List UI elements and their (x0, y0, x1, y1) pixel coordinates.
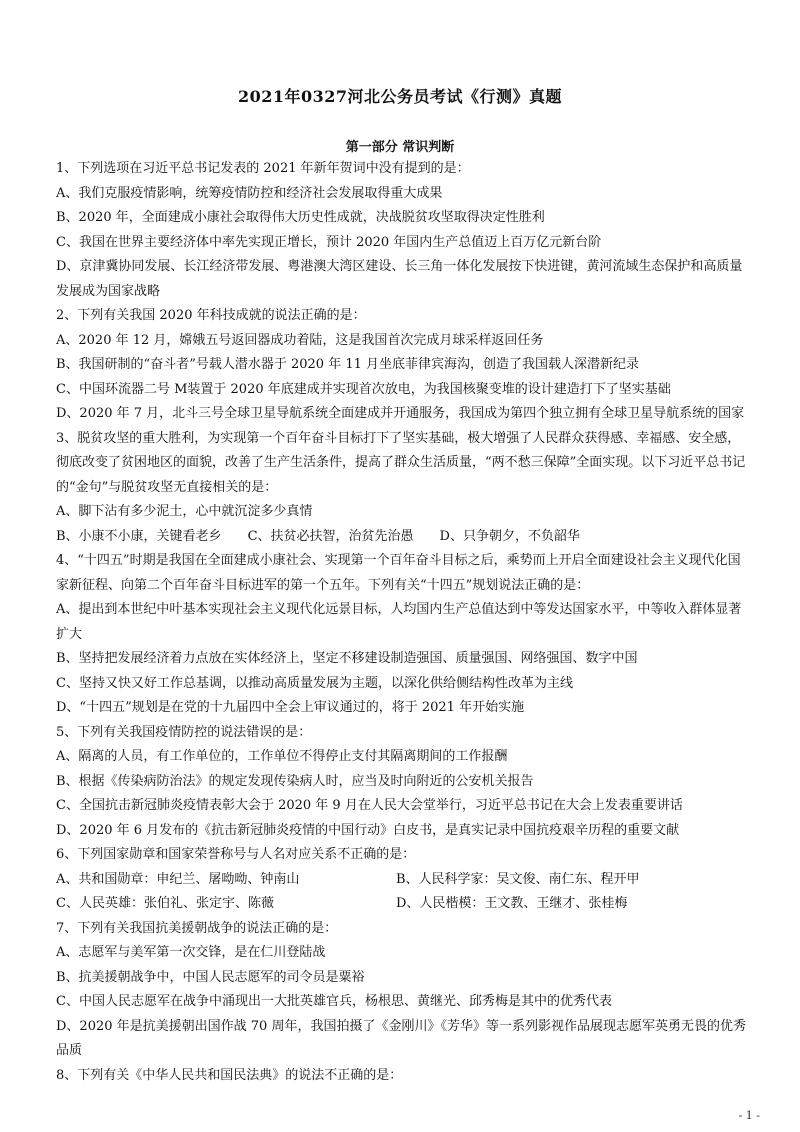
section-heading: 第一部分 常识判断 (345, 140, 455, 155)
option-7a: A、志愿军与美军第一次交锋，是在仁川登陆战 (56, 945, 326, 960)
option-1b: B、2020 年，全面建成小康社会取得伟大历史性成就，决战脱贫攻坚取得决定性胜利 (56, 210, 545, 225)
question-stem-1: 1、下列选项在习近平总书记发表的 2021 年新年贺词中没有提到的是： (56, 161, 470, 176)
option-7d: D、2020 年是抗美援朝出国作战 70 周年，我国拍摄了《金刚川》《芳华》等一系列影视作品展现志愿军英勇无畏的优秀品质 (56, 1018, 746, 1058)
option-3a: A、脚下沾有多少泥土，心中就沉淀多少真情 (56, 504, 313, 519)
option-row-6ab (56, 868, 752, 893)
option-row-3bcd (56, 525, 752, 550)
option-5c: C、全国抗击新冠肺炎疫情表彰大会于 2020 年 9 月在人民大会堂举行，习近平总书记在大会上发表重要讲话 (56, 798, 683, 813)
option-1c: C、我国在世界主要经济体中率先实现正增长，预计 2020 年国内生产总值迈上百万亿元新台阶 (56, 234, 602, 250)
option-7c: C、中国人民志愿军在战争中涌现出一大批英雄官兵，杨根思、黄继光、邱秀梅是其中的优秀代表 (56, 994, 612, 1009)
option-4b: B、坚持把发展经济着力点放在实体经济上，坚定不移建设制造强国、质量强国、网络强国、数字中国 (56, 651, 638, 666)
option-5b: B、根据《传染病防治法》的规定发现传染病人时，应当及时向附近的公安机关报告 (56, 773, 534, 789)
question-stem-4: 4、“十四五”时期是我国在全面建成小康社会、实现第一个百年奋斗目标之后，乘势而上开启全面建设社会主义现代化国家新征程、向第二个百年奋斗目标进军的第一个五年。下列有关“十四五”规划说法正确的是： (56, 553, 741, 593)
question-stem-8: 8、下列有关《中华人民共和国民法典》的说法不正确的是： (56, 1067, 403, 1083)
option-3c: C、扶贫必扶智，治贫先治愚 (247, 528, 414, 544)
option-2c: C、中国环流器二号 M装置于 2020 年底建成并实现首次放电，为我国核聚变堆的设计建造打下了坚实基础 (56, 381, 671, 397)
option-row-6cd (56, 892, 752, 917)
option-1a: A、我们克服疫情影响，统筹疫情防控和经济社会发展取得重大成果 (56, 185, 443, 201)
question-stem-2: 2、下列有关我国 2020 年科技成就的说法正确的是： (56, 308, 366, 323)
question-stem-3: 3、脱贫攻坚的重大胜利，为实现第一个百年奋斗目标打下了坚实基础，极大增强了人民群众获得感、幸福感、安全感，彻底改变了贫困地区的面貌，改善了生产生活条件，提高了群众生活质量，“两不愁三保障”全面实现。以下习近平总书记的“金句”与脱贫攻坚无直接相关的是： (56, 430, 746, 495)
question-list (56, 157, 752, 1088)
option-6a: A、共和国勋章：申纪兰、屠呦呦、钟南山 (56, 871, 300, 887)
option-2d: D、2020 年 7 月，北斗三号全球卫星导航系统全面建成并开通服务，我国成为第四个独立拥有全球卫星导航系统的国家 (56, 406, 745, 421)
option-6b: B、人民科学家：吴文俊、南仁东、程开甲 (396, 871, 640, 887)
question-stem-6: 6、下列国家勋章和国家荣誉称号与人名对应关系不正确的是： (56, 847, 416, 862)
option-2a: A、2020 年 12 月，嫦娥五号返回器成功着陆，这是我国首次完成月球采样返回任务 (56, 332, 544, 348)
option-4a: A、提出到本世纪中叶基本实现社会主义现代化远景目标，人均国内生产总值达到中等发达国家水平，中等收入群体显著扩大 (56, 602, 742, 642)
option-4d: D、“十四五”规划是在党的十九届四中全会上审议通过的，将于 2021 年开始实施 (56, 700, 525, 715)
option-7b: B、抗美援朝战争中，中国人民志愿军的司令员是粟裕 (56, 969, 365, 985)
page-number: - 1 - (738, 1109, 760, 1122)
option-1d: D、京津冀协同发展、长江经济带发展、粤港澳大湾区建设、长三角一体化发展按下快进键，黄河流域生态保护和高质量发展成为国家战略 (56, 259, 743, 299)
option-3d: D、只争朝夕，不负韶华 (439, 528, 580, 544)
document-title: 2021年0327河北公务员考试《行测》真题 (237, 87, 563, 106)
question-stem-5: 5、下列有关我国疫情防控的说法错误的是： (56, 724, 312, 740)
option-2b: B、我国研制的“奋斗者”号载人潜水器于 2020 年 11 月坐底菲律宾海沟，创造了我国载人深潜新纪录 (56, 357, 640, 372)
question-stem-7: 7、下列有关我国抗美援朝战争的说法正确的是： (56, 920, 338, 936)
option-3b: B、小康不小康，关键看老乡 (56, 528, 222, 544)
option-6c: C、人民英雄：张伯礼、张定宇、陈薇 (56, 896, 274, 911)
option-5a: A、隔离的人员，有工作单位的，工作单位不得停止支付其隔离期间的工作报酬 (56, 749, 508, 764)
option-6d: D、人民楷模：王文教、王继才、张桂梅 (396, 896, 628, 911)
option-4c: C、坚持又快又好工作总基调，以推动高质量发展为主题，以深化供给侧结构性改革为主线 (56, 675, 573, 691)
option-5d: D、2020 年 6 月发布的《抗击新冠肺炎疫情的中国行动》白皮书，是真实记录中国抗疫艰辛历程的重要文献 (56, 822, 680, 838)
